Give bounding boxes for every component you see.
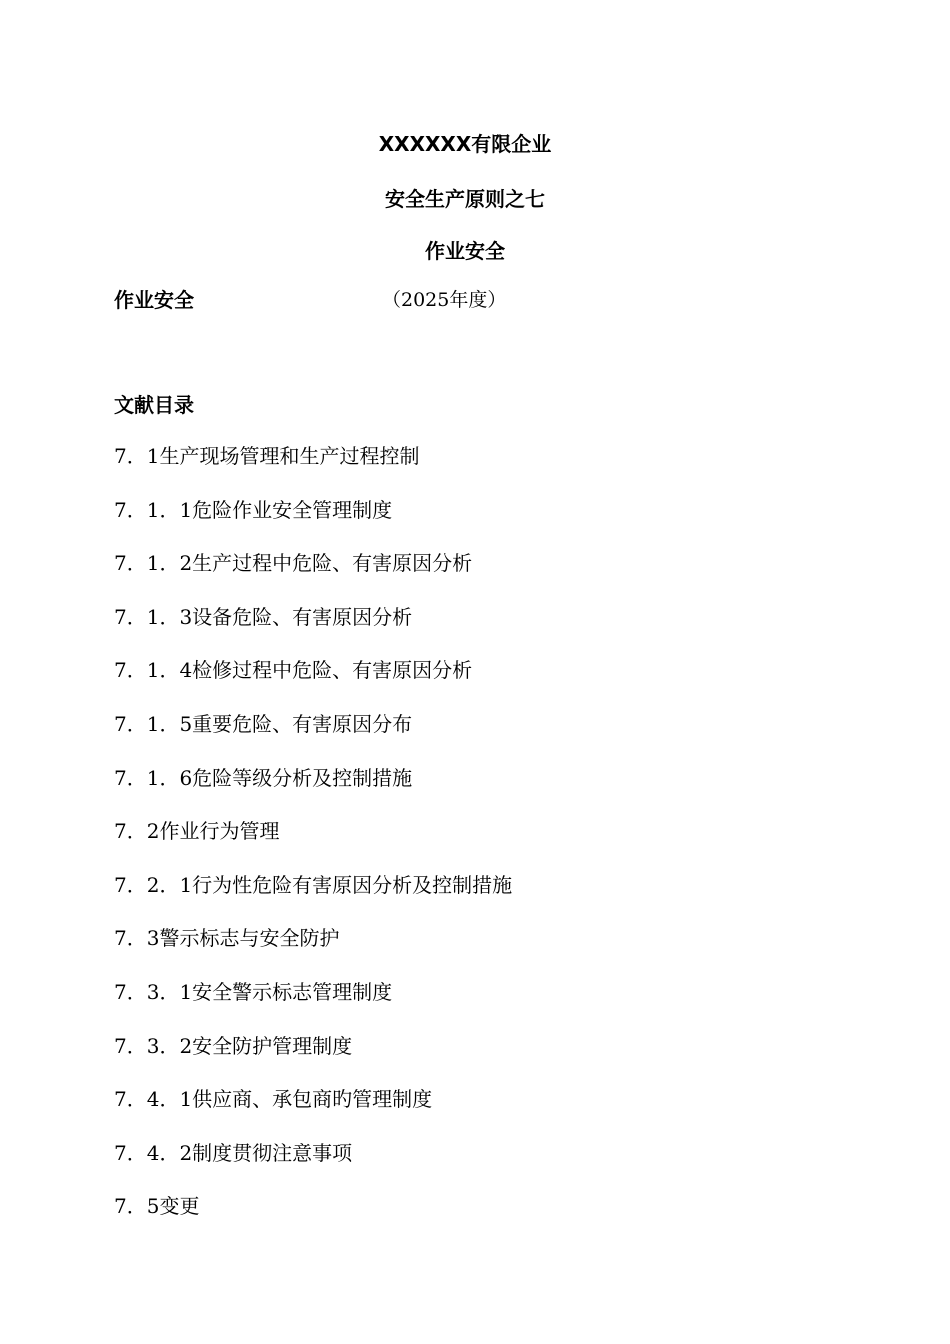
side-heading: 作业安全: [114, 288, 194, 312]
toc-item: 7．1．5重要危险、有害原因分布: [114, 711, 413, 736]
toc-item: 7．1．1危险作业安全管理制度: [114, 497, 393, 522]
toc-item: 7．4．2制度贯彻注意事项: [114, 1140, 353, 1165]
document-title: 作业安全: [425, 239, 505, 263]
series-title: 安全生产原则之七: [385, 187, 545, 211]
toc-item: 7．1生产现场管理和生产过程控制: [114, 444, 420, 468]
toc-item: 7．1．2生产过程中危险、有害原因分析: [114, 551, 473, 576]
toc-item: 7．1．6危险等级分析及控制措施: [114, 765, 413, 790]
toc-item: 7．3．2安全防护管理制度: [114, 1033, 353, 1058]
toc-item: 7．2．1行为性危险有害原因分析及控制措施: [114, 872, 513, 897]
toc-item: 7．3．1安全警示标志管理制度: [114, 979, 393, 1004]
table-of-contents: [114, 443, 512, 1247]
toc-item: 7．1．4检修过程中危险、有害原因分析: [114, 658, 473, 683]
toc-heading: 文献目录: [114, 393, 194, 417]
year-label: （2025年度）: [382, 289, 507, 311]
toc-item: 7．1．3设备危险、有害原因分析: [114, 604, 413, 629]
toc-item: 7．5变更: [114, 1194, 200, 1219]
toc-item: 7．4．1供应商、承包商旳管理制度: [114, 1087, 433, 1112]
company-name: XXXXXX有限企业: [378, 132, 552, 156]
toc-item: 7．3警示标志与安全防护: [114, 926, 340, 951]
toc-item: 7．2作业行为管理: [114, 819, 280, 844]
